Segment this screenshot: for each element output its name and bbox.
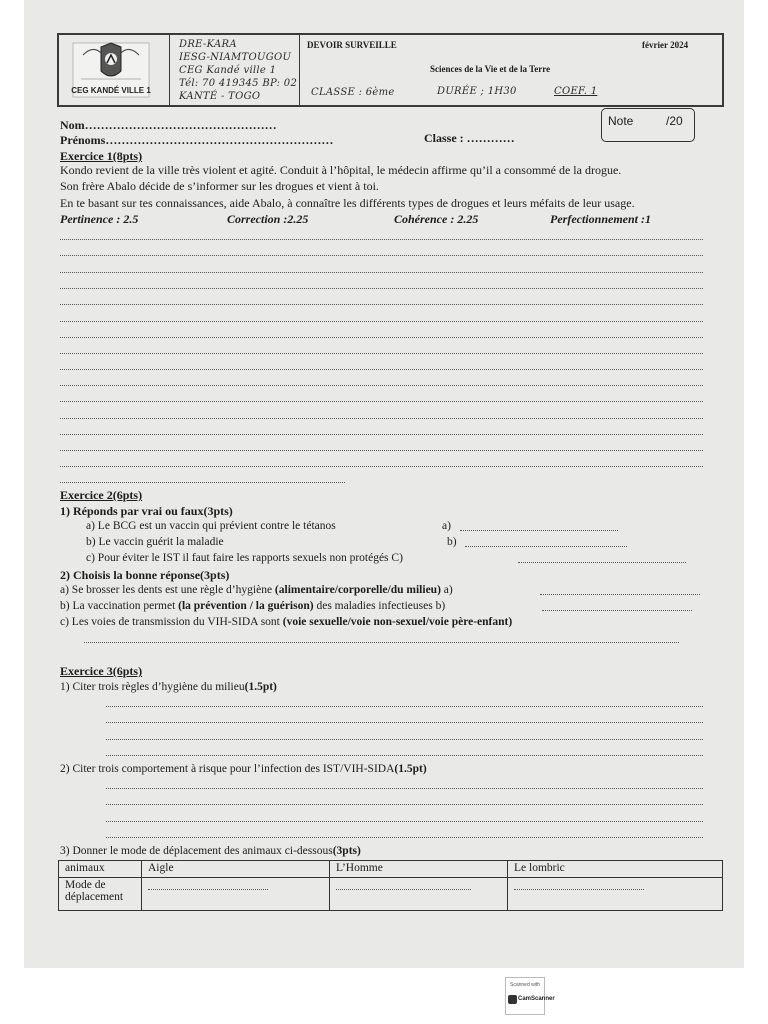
answer-line [106, 755, 703, 756]
scan-app-name: CamScanner [518, 996, 555, 1002]
answer-line [60, 385, 703, 386]
criteria-perfectionnement: Perfectionnement :1 [550, 212, 651, 226]
tf-answer-b: b) [447, 536, 457, 548]
exam-sheet [24, 0, 744, 968]
ex1-title: Exercice 1(8pts) [60, 149, 143, 163]
choice-a-prefix: a) Se brosser les dents est une règle d’hygiène (alimentaire/corporelle/du milieu) a) [60, 584, 453, 596]
svg-text:CEG KANDÉ VILLE 1: CEG KANDÉ VILLE 1 [71, 86, 151, 95]
answer-line [60, 337, 703, 338]
school-line-2: IESG-NIAMTOUGOU [179, 52, 292, 63]
coefficient: COEF. 1 [554, 86, 598, 97]
scan-caption: Scanned with [510, 982, 541, 988]
locomotion-table [58, 860, 723, 911]
answer-line [60, 434, 703, 435]
answer-line [60, 255, 703, 256]
class-level: CLASSE : 6ème [311, 87, 395, 98]
answer-line [106, 788, 703, 789]
header-box [57, 33, 724, 107]
criteria-correction: Correction :2.25 [227, 212, 309, 226]
answer-line [106, 821, 703, 822]
exam-type: DEVOIR SURVEILLE [307, 40, 397, 50]
school-line-1: DRE-KARA [179, 39, 237, 50]
table-row [59, 861, 723, 878]
ex3-title: Exercice 3(6pts) [60, 664, 143, 678]
duration: DURÉE ; 1H30 [437, 86, 517, 97]
ex2-part2-title: 2) Choisis la bonne réponse(3pts) [60, 568, 230, 582]
answer-line [60, 401, 703, 402]
nom-field: Nom………………………………………… [60, 118, 277, 132]
table-header-cell: L’Homme [330, 861, 508, 878]
answer-line [60, 369, 703, 370]
answer-line [60, 272, 703, 273]
answer-line [60, 418, 703, 419]
tf-item-a: a) Le BCG est un vaccin qui prévient contre le tétanos [86, 520, 336, 532]
answer-line [60, 288, 703, 289]
tf-item-b: b) Le vaccin guérit la maladie [86, 536, 224, 548]
ex3-q2: 2) Citer trois comportement à risque pour l’infection des IST/VIH-SIDA(1.5pt) [60, 763, 427, 775]
table-answer-cell [330, 878, 508, 911]
answer-line [60, 304, 703, 305]
exam-date: février 2024 [642, 40, 689, 50]
ex2-part1-title: 1) Réponds par vrai ou faux(3pts) [60, 504, 233, 518]
table-answer-cell [508, 878, 723, 911]
answer-line [60, 466, 703, 467]
answer-line [60, 450, 703, 451]
answer-line [518, 562, 686, 563]
answer-line [106, 739, 703, 740]
criteria-coherence: Cohérence : 2.25 [394, 212, 479, 226]
school-line-4: Tél: 70 419345 BP: 02 [179, 78, 298, 89]
ex2-title: Exercice 2(6pts) [60, 488, 143, 502]
note-label: Note [608, 114, 634, 128]
choice-c: c) Les voies de transmission du VIH-SIDA sont (voie sexuelle/voie non-sexuel/voie père-enfant) [60, 616, 513, 628]
table-row [59, 878, 723, 911]
choice-b: b) La vaccination permet (la prévention / la guérison) des maladies infectieuses b) [60, 600, 446, 612]
tf-answer-a: a) [442, 520, 451, 532]
table-header-cell: Le lombric [508, 861, 723, 878]
answer-line [106, 706, 703, 707]
criteria-pertinence: Pertinence : 2.5 [60, 212, 139, 226]
classe-field: Classe : ………… [424, 131, 515, 145]
subject: Sciences de la Vie et de la Terre [430, 64, 551, 74]
camscanner-logo-icon [508, 995, 517, 1004]
note-box [601, 108, 695, 142]
answer-line [542, 610, 692, 611]
note-max: /20 [666, 114, 683, 128]
answer-line [540, 594, 700, 595]
answer-line [60, 321, 703, 322]
school-line-5: KANTÉ - TOGO [179, 91, 261, 102]
answer-line [84, 642, 679, 643]
table-header-cell: Aigle [142, 861, 330, 878]
ex3-q1: 1) Citer trois règles d’hygiène du milieu(1.5pt) [60, 681, 277, 693]
ex3-q3: 3) Donner le mode de déplacement des animaux ci-dessous(3pts) [60, 845, 361, 857]
school-logo [71, 41, 151, 99]
table-answer-cell [142, 878, 330, 911]
table-row-label: Mode de déplacement [59, 878, 142, 911]
answer-line [60, 239, 703, 240]
tf-item-c: c) Pour éviter le IST il faut faire les rapports sexuels non protégés C) [86, 552, 403, 564]
answer-line [106, 722, 703, 723]
answer-line [106, 804, 703, 805]
answer-line [465, 546, 627, 547]
school-line-3: CEG Kandé ville 1 [179, 65, 277, 76]
ex1-text-3: En te basant sur tes connaissances, aide Abalo, à connaître les différents types de drogues et leurs méfaits de leur usage. [60, 196, 635, 210]
ex1-text-2: Son frère Abalo décide de s’informer sur les drogues et vient à toi. [60, 179, 379, 193]
answer-line [60, 482, 345, 483]
prenoms-field: Prénoms………………………………………………… [60, 133, 334, 147]
answer-line [460, 530, 618, 531]
table-header-cell: animaux [59, 861, 142, 878]
answer-line [106, 837, 703, 838]
camscanner-badge [505, 977, 555, 1015]
ex1-text-1: Kondo revient de la ville très violent et agité. Conduit à l’hôpital, le médecin affirme qu’il a consommé de la drogue. [60, 163, 622, 177]
answer-line [60, 353, 703, 354]
